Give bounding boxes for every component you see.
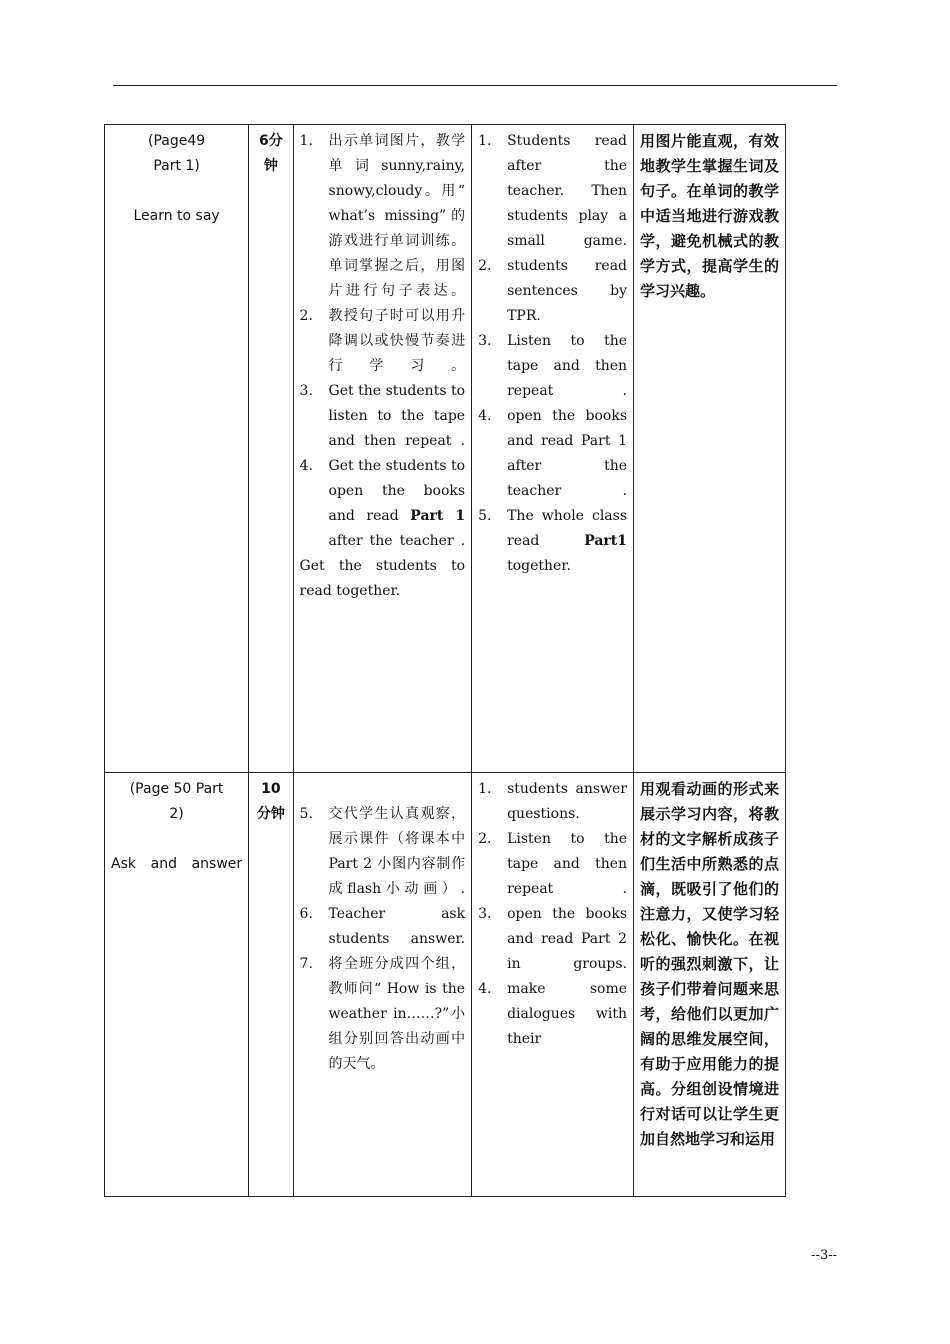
- design-intent-text: 用观看动画的形式来展示学习内容，将教材的文字解析成孩子们生活中所熟悉的点滴，既吸引了他们的注意力，又使学习轻松化、愉快化。在视听的强烈刺激下，让孩子们带着问题来思考，给他们以更加广阔的思维发展空间，有助于应用能力的提高。分组创设情境进行对话可以让学生更加自然地学习和运用: [640, 780, 779, 1148]
- design-intent-cell: [634, 773, 786, 1197]
- teacher-step: 6. Teacher ask students answer.: [299, 906, 466, 947]
- teacher-step: 2. 教授句子时可以用升降调以或快慢节奏进行学习。: [299, 308, 466, 374]
- student-activity-cell: [472, 773, 634, 1197]
- student-activity-cell: [472, 125, 634, 773]
- section-cell: [105, 773, 249, 1197]
- page-number: --3--: [811, 1248, 837, 1263]
- time-cell: 10分钟: [249, 773, 293, 1197]
- student-step: 1. students answer questions.: [478, 781, 628, 822]
- student-step: 2. Listen to the tape and then repeat .: [478, 831, 628, 897]
- section-line: 2): [169, 806, 184, 822]
- design-intent-cell: [634, 125, 786, 773]
- teacher-step: 1. 出示单词图片，教学单词sunny,rainy, snowy,cloudy。用“ what’s missing”的游戏进行单词训练。单词掌握之后，用图片进行句子表达。: [299, 133, 466, 299]
- time-cell: 6分钟: [249, 125, 293, 773]
- design-intent-text: 用图片能直观，有效地教学生掌握生词及句子。在单词的教学中适当地进行游戏教学，避免机械式的教学方式，提高学生的学习兴趣。: [640, 132, 779, 300]
- section-line: Part 1): [153, 158, 200, 174]
- student-step: 3. open the books and read Part 2 in groups.: [478, 906, 628, 972]
- student-step: 4. open the books and read Part 1 after the teacher .: [478, 408, 628, 499]
- section-line: (Page49: [148, 133, 206, 149]
- table-row: [105, 125, 786, 773]
- teacher-step: 3. Get the students to listen to the tape and then repeat .: [299, 383, 466, 449]
- teacher-step: 5. 交代学生认真观察，展示课件（将课本中Part 2 小图内容制作成flash小动画）.: [299, 806, 466, 897]
- section-line: Ask and answer: [111, 856, 243, 872]
- teacher-activity-cell: [293, 125, 472, 773]
- student-step: 2. students read sentences by TPR.: [478, 258, 628, 324]
- section-line: (Page 50 Part: [129, 781, 224, 797]
- student-step: 3. Listen to the tape and then repeat .: [478, 333, 628, 399]
- header-rule: [113, 85, 837, 86]
- teacher-tail: Get the students to read together.: [299, 558, 466, 599]
- teacher-activity-cell: [293, 773, 472, 1197]
- section-line: Learn to say: [133, 208, 220, 224]
- table-row: [105, 773, 786, 1197]
- teacher-step: 7. 将全班分成四个组，教师问“ How is the weather in……?”小组分别回答出动画中的天气。: [299, 956, 466, 1072]
- lesson-plan-table: [104, 124, 786, 1197]
- student-step: 5. The whole class read Part1 together.: [478, 508, 628, 574]
- teacher-step: 4. Get the students to open the books and read Part 1 after the teacher .: [299, 458, 466, 549]
- student-step: 1. Students read after the teacher. Then students play a small game.: [478, 133, 628, 249]
- section-cell: [105, 125, 249, 773]
- student-step: 4. make some dialogues with their: [478, 981, 628, 1047]
